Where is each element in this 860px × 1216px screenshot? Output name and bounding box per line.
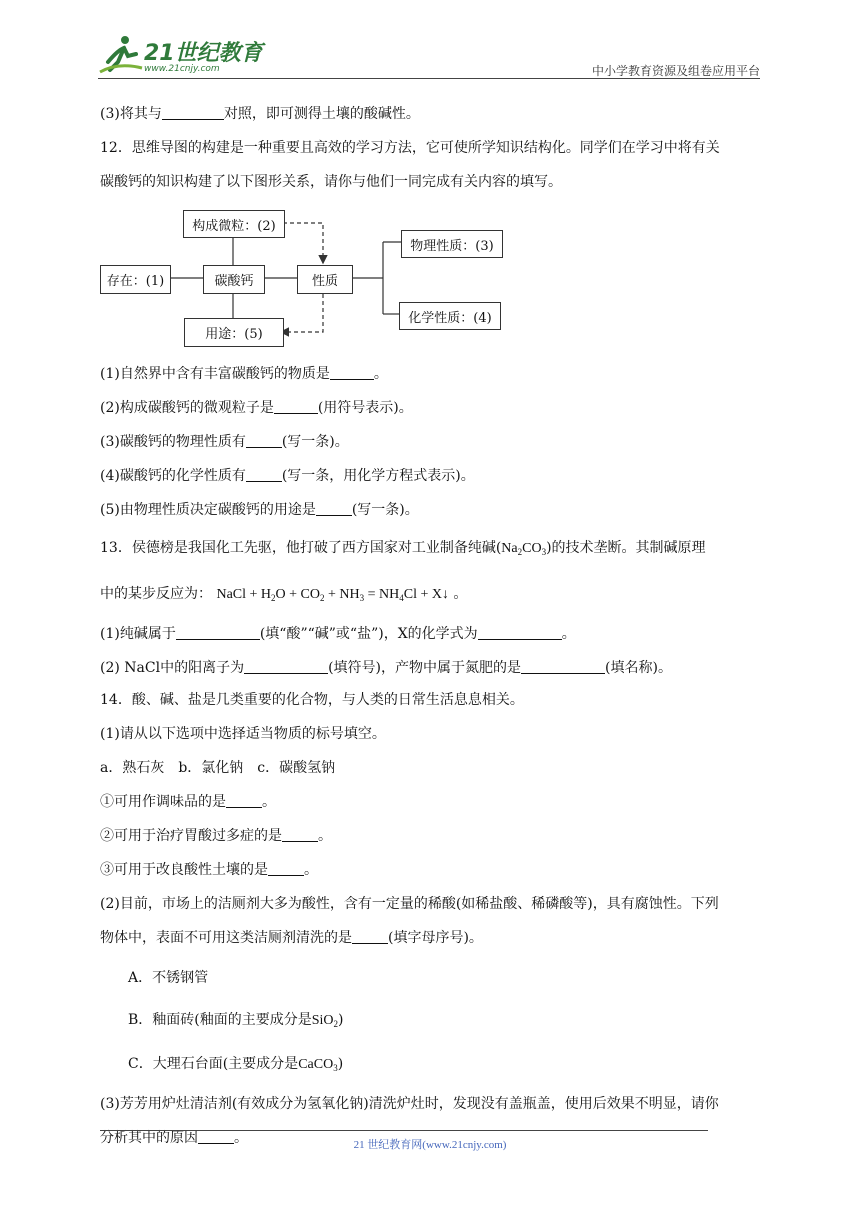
runner-logo-icon [98, 32, 144, 78]
node-properties: 性质 [297, 265, 353, 294]
text: (写一条)。 [281, 434, 349, 450]
answer-blank[interactable] [478, 625, 562, 640]
footer-text[interactable]: 21 世纪教育网(www.21cnjy.com) [353, 1139, 507, 1151]
text: 对照，即可测得土壤的酸碱性。 [223, 106, 420, 122]
answer-blank[interactable] [268, 861, 304, 876]
logo-url: www.21cnjy.com [144, 64, 220, 74]
subscript: 2 [333, 1019, 339, 1029]
equation-part: Cl + X↓ [403, 587, 449, 602]
q14-sub-2-line-2 [100, 928, 483, 948]
subscript: 3 [541, 547, 547, 557]
q12-sub-5 [100, 500, 419, 520]
logo-brand: 21世纪教育 [144, 41, 263, 66]
header-tagline: 中小学教育资源及组卷应用平台 [591, 64, 760, 78]
logo [98, 32, 268, 78]
text: 13．侯德榜是我国化工先驱，他打破了西方国家对工业制备纯碱( [100, 540, 502, 556]
node-chemical-properties: 化学性质：(4) [399, 302, 501, 330]
q12-sub-2 [100, 398, 413, 418]
text: C．大理石台面(主要成分是 [128, 1056, 299, 1072]
mind-map-diagram [100, 206, 510, 351]
text: (5)由物理性质决定碳酸钙的用途是 [100, 502, 316, 518]
q12-sub-4 [100, 466, 475, 486]
text: 。 [561, 626, 576, 642]
answer-blank[interactable] [244, 659, 328, 674]
answer-blank[interactable] [352, 929, 388, 944]
text: (填符号)，产物中属于氮肥的是 [328, 660, 522, 676]
answer-blank[interactable] [521, 659, 605, 674]
text: 。 [448, 586, 468, 602]
q14-options: a．熟石灰 b．氯化钠 c．碳酸氢钠 [100, 760, 336, 776]
text: (填“酸”“碱”或“盐”)，X的化学式为 [259, 626, 478, 642]
answer-blank[interactable] [316, 501, 352, 516]
text: 。 [262, 794, 276, 810]
text: (4)碳酸钙的化学性质有 [100, 468, 246, 484]
text: 中的某步反应为： [100, 586, 212, 602]
formula: CO [522, 541, 542, 556]
text: (填字母序号)。 [388, 930, 483, 946]
answer-blank[interactable] [246, 433, 282, 448]
text: 。 [304, 862, 318, 878]
equation-part: = NH [364, 587, 400, 602]
node-particles: 构成微粒：(2) [183, 210, 285, 238]
footer-divider [100, 1130, 708, 1131]
text: ) [337, 1056, 344, 1072]
text: 物体中，表面不可用这类洁厕剂清洗的是 [100, 930, 352, 946]
answer-blank[interactable] [330, 365, 374, 380]
q13-stem-2 [100, 584, 467, 608]
node-physical-properties: 物理性质：(3) [401, 230, 503, 258]
q13-sub-1 [100, 624, 576, 644]
text: (写一条，用化学方程式表示)。 [281, 468, 475, 484]
text: (2)构成碳酸钙的微观粒子是 [100, 400, 274, 416]
node-calcium-carbonate: 碳酸钙 [203, 265, 265, 294]
q14-sub-1: (1)请从以下选项中选择适当物质的标号填空。 [100, 726, 386, 742]
q14-choice-2 [100, 826, 332, 846]
answer-blank[interactable] [246, 467, 282, 482]
node-existence: 存在：(1) [100, 265, 171, 294]
q14-sub-3-line-1: (3)芳芳用炉灶清洁剂(有效成分为氢氧化钠)清洗炉灶时，发现没有盖瓶盖，使用后效果不明显，请你 [100, 1096, 719, 1112]
q12-sub-1 [100, 364, 388, 384]
text: (填名称)。 [605, 660, 672, 676]
text: (2) NaCl中的阳离子为 [100, 660, 245, 676]
equation-part: NaCl + H [216, 587, 272, 602]
text: B．釉面砖(釉面的主要成分是 [128, 1012, 312, 1028]
answer-blank[interactable] [162, 105, 224, 120]
subscript: 4 [399, 593, 404, 603]
q12-stem-1: 12．思维导图的构建是一种重要且高效的学习方法，它可使所学知识结构化。同学们在学习中将有关 [100, 140, 720, 156]
header-divider [98, 78, 760, 79]
answer-blank[interactable] [176, 625, 260, 640]
text: (3)碳酸钙的物理性质有 [100, 434, 246, 450]
subscript: 2 [319, 593, 325, 603]
q14-choice-1 [100, 792, 276, 812]
text: (3)将其与 [100, 106, 162, 122]
q12-stem-2: 碳酸钙的知识构建了以下图形关系，请你与他们一同完成有关内容的填写。 [100, 174, 562, 190]
subscript: 3 [359, 593, 365, 603]
text: (1)纯碱属于 [100, 626, 176, 642]
q14-option-b[interactable] [128, 1010, 344, 1034]
text: 。 [373, 366, 388, 382]
answer-blank[interactable] [282, 827, 318, 842]
node-usage: 用途：(5) [184, 318, 284, 347]
q14-choice-3 [100, 860, 318, 880]
text: (1)自然界中含有丰富碳酸钙的物质是 [100, 366, 330, 382]
q14-sub-2-line-1: (2)目前，市场上的洁厕剂大多为酸性，含有一定量的稀酸(如稀盐酸、稀磷酸等)，具有腐蚀性。下列 [100, 896, 719, 912]
text: ③可用于改良酸性土壤的是 [100, 862, 268, 878]
answer-blank[interactable] [226, 793, 262, 808]
subscript: 2 [517, 547, 523, 557]
q14-stem: 14．酸、碱、盐是几类重要的化合物，与人类的日常生活息息相关。 [100, 692, 524, 708]
text: )的技术垄断。其制碱原理 [546, 540, 706, 556]
q13-stem-1 [100, 538, 706, 562]
text: ①可用作调味品的是 [100, 794, 226, 810]
q12-sub-3 [100, 432, 349, 452]
q13-sub-2 [100, 658, 672, 678]
text: 。 [318, 828, 332, 844]
text: 分析其中的原因 [100, 1130, 198, 1146]
text: (用符号表示)。 [317, 400, 413, 416]
formula: Na [501, 541, 518, 556]
page-header [98, 26, 760, 80]
text: ) [338, 1012, 344, 1028]
formula: CaCO [298, 1057, 334, 1072]
text: (写一条)。 [351, 502, 419, 518]
formula: SiO [311, 1013, 334, 1028]
answer-blank[interactable] [274, 399, 318, 414]
q14-option-c[interactable] [128, 1054, 343, 1078]
text: 。 [234, 1130, 248, 1146]
q14-option-a[interactable]: A．不锈钢管 [128, 970, 209, 986]
q11-line-3 [100, 104, 420, 124]
text: ②可用于治疗胃酸过多症的是 [100, 828, 282, 844]
equation-part: + NH [324, 587, 360, 602]
equation-part: O + CO [275, 587, 320, 602]
subscript: 3 [333, 1063, 338, 1073]
subscript: 2 [271, 593, 276, 603]
